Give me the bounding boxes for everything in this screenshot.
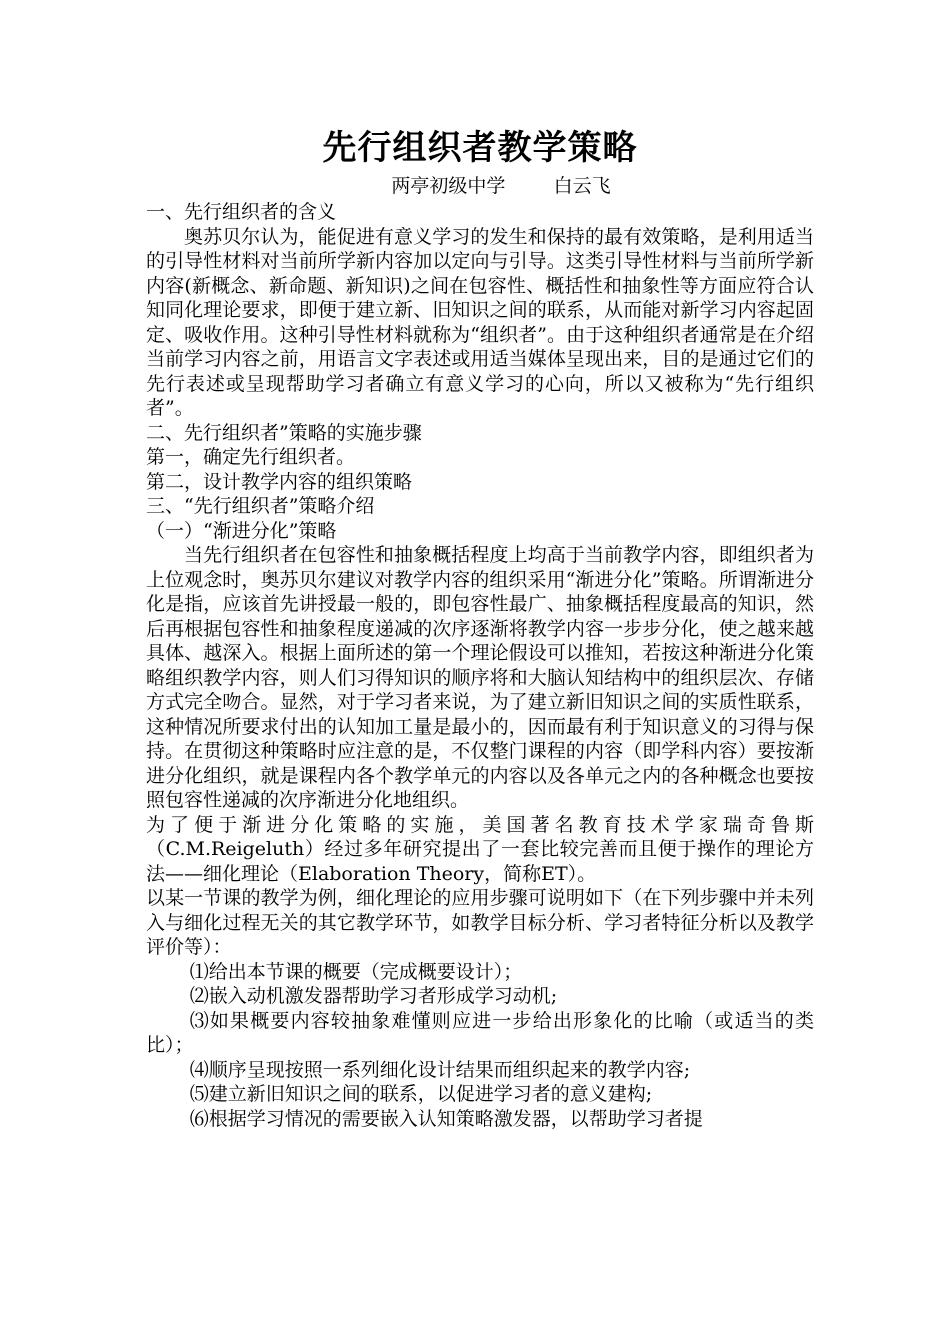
list-item-step-1: ⑴给出本节课的概要（完成概要设计）；	[189, 960, 523, 983]
list-item-step-3: ⑶如果概要内容较抽象难懂则应进一步给出形象化的比喻（或适当的类比）；	[146, 1009, 814, 1056]
document-title: 先行组织者教学策略	[322, 128, 638, 168]
step-first: 第一，确定先行组织者。	[146, 446, 356, 468]
list-item-step-4: ⑷顺序呈现按照一系列细化设计结果而组织起来的教学内容;	[189, 1058, 691, 1081]
paragraph-steps-intro: 以某一节课的教学为例，细化理论的应用步骤可说明如下（在下列步骤中并未列入与细化过程无关的其它教学环节，如教学目标分析、学习者特征分析以及教学评价等）：	[146, 887, 814, 958]
paragraph-definition: 奥苏贝尔认为，能促进有意义学习的发生和保持的最有效策略，是利用适当的引导性材料对当前所学新内容加以定向与引导。这类引导性材料与当前所学新内容(新概念、新命题、新知识)之间在包容性、概括性和抽象性等方面应符合认知同化理论要求，即便于建立新、旧知识之间的联系，从而能对新学习内容起固定、吸收作用。这种引导性材料就称为“组织者”。由于这种组织者通常是在介绍当前学习内容之前，用语言文字表述或用适当媒体呈现出来，目的是通过它们的先行表述或呈现帮助学习者确立有意义学习的心向，所以又被称为“先行组织者”。	[146, 225, 814, 419]
document-page	[146, 0, 814, 1131]
subsection-heading-1: （一）“渐进分化”策略	[146, 519, 337, 542]
paragraph-progressive-differentiation: 当先行组织者在包容性和抽象概括程度上均高于当前教学内容，即组织者为上位观念时，奥苏贝尔建议对教学内容的组织采用“渐进分化”策略。所谓渐进分化是指，应该首先讲授最一般的，即包容性最广、抽象概括程度最高的知识，然后再根据包容性和抽象程度递减的次序逐渐将教学内容一步步分化，使之越来越具体、越深入。根据上面所述的第一个理论假设可以推知，若按这种渐进分化策略组织教学内容，则人们习得知识的顺序将和大脑认知结构中的组织层次、存储方式完全吻合。显然，对于学习者来说，为了建立新旧知识之间的实质性联系，这种情况所要求付出的认知加工量是最小的，因而最有利于知识意义的习得与保持。在贯彻这种策略时应注意的是，不仅整门课程的内容（即学科内容）要按渐进分化组织，就是课程内各个教学单元的内容以及各单元之内的各种概念也要按照包容性递减的次序渐进分化地组织。	[146, 544, 814, 811]
author-line: 两亭初级中学 白云飞	[391, 175, 611, 197]
step-second: 第二，设计教学内容的组织策略	[146, 470, 413, 493]
list-item-step-5: ⑸建立新旧知识之间的联系，以促进学习者的意义建构;	[189, 1083, 653, 1105]
section-heading-1: 一、先行组织者的含义	[146, 201, 337, 223]
section-heading-2: 二、先行组织者”策略的实施步骤	[146, 421, 422, 444]
list-item-step-2: ⑵嵌入动机激发器帮助学习者形成学习动机;	[189, 985, 558, 1007]
document-body	[146, 200, 814, 1131]
section-heading-3: 三、“先行组织者”策略介绍	[146, 495, 375, 517]
paragraph-elaboration-theory: 为了便于渐进分化策略的实施，美国著名教育技术学家瑞奇鲁斯（C.M.Reigeluth）经过多年研究提出了一套比较完善而且便于操作的理论方法——细化理论（Elaboration Theory，简称ET）。	[146, 813, 814, 885]
list-item-step-6: ⑹根据学习情况的需要嵌入认知策略激发器，以帮助学习者提	[189, 1107, 703, 1130]
